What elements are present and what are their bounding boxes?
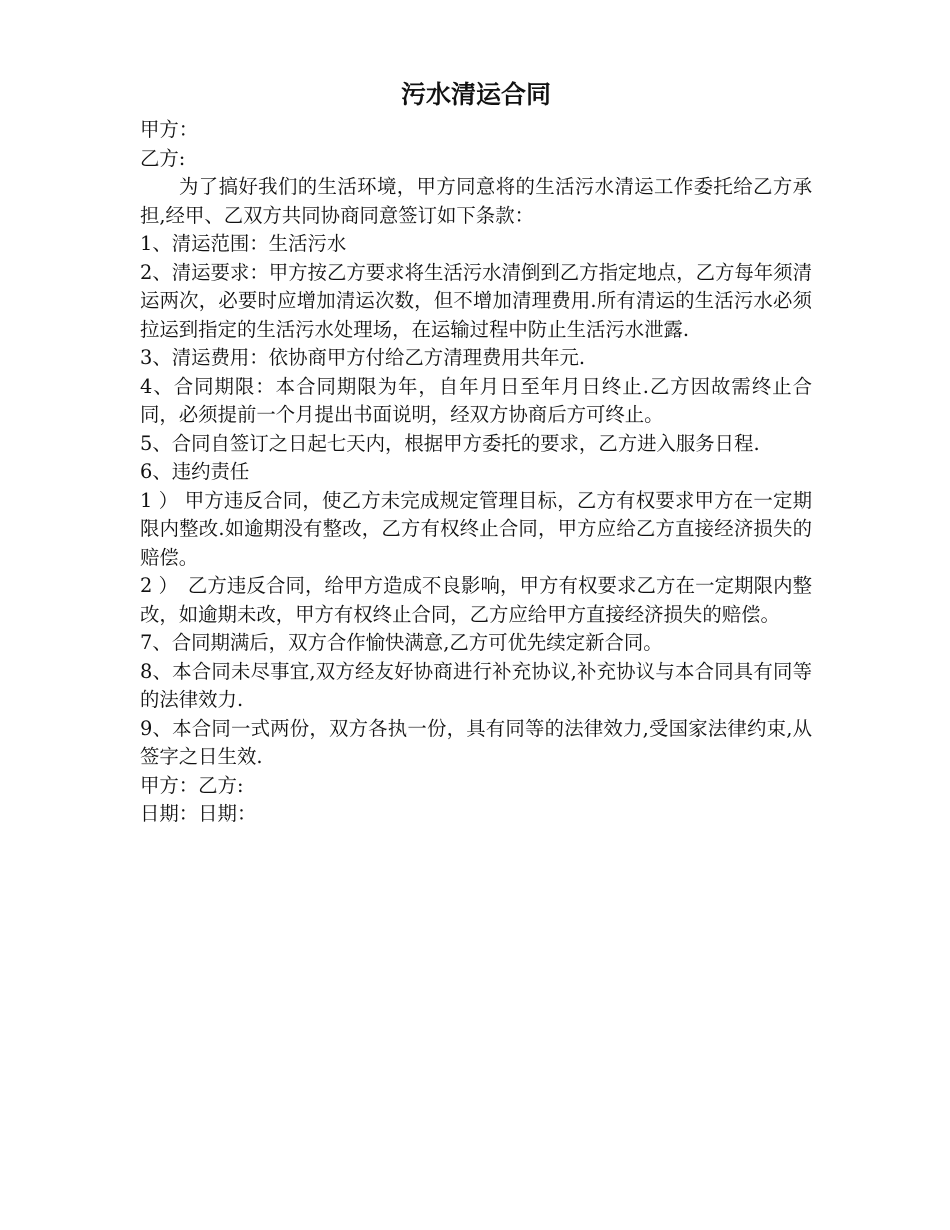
clause-service-start: 5、合同自签订之日起七天内，根据甲方委托的要求，乙方进入服务日程. <box>140 431 760 455</box>
clause-copies: 9、本合同一式两份，双方各执一份，具有同等的法律效力,受国家法律约束,从签字之日生效. <box>140 716 812 768</box>
date-line: 日期：日期： <box>140 802 257 825</box>
clause-requirements: 2、清运要求：甲方按乙方要求将生活污水清倒到乙方指定地点，乙方每年须清运两次，必要时应增加清运次数，但不增加清理费用.所有清运的生活污水必须拉运到指定的生活污水处理场，在运输过程中防止生活污水泄露. <box>140 260 812 341</box>
clause-renewal: 7、合同期满后，双方合作愉快满意,乙方可优先续定新合同。 <box>140 631 663 654</box>
clause-liability-party-a: 1 ） 甲方违反合同，使乙方未完成规定管理目标，乙方有权要求甲方在一定期限内整改.如逾期没有整改，乙方有权终止合同，甲方应给乙方直接经济损失的赔偿。 <box>140 488 812 569</box>
clause-liability-party-b: 2 ） 乙方违反合同，给甲方造成不良影响，甲方有权要求乙方在一定期限内整改，如逾期未改，甲方有权终止合同，乙方应给甲方直接经济损失的赔偿。 <box>140 574 812 626</box>
clause-term: 4、合同期限：本合同期限为年，自年月日至年月日终止.乙方因故需终止合同，必须提前一个月提出书面说明，经双方协商后方可终止。 <box>140 374 812 426</box>
party-b-line: 乙方: <box>140 146 186 170</box>
clause-scope: 1、清运范围：生活污水 <box>140 232 347 255</box>
party-a-line: 甲方： <box>140 118 199 141</box>
clause-fees: 3、清运费用：依协商甲方付给乙方清理费用共年元. <box>140 346 586 369</box>
clause-liability-heading: 6、违约责任 <box>140 460 250 483</box>
document-title: 污水清运合同 <box>400 80 551 109</box>
contract-page <box>140 78 812 829</box>
intro-paragraph: 为了搞好我们的生活环境，甲方同意将的生活污水清运工作委托给乙方承担,经甲、乙双方共同协商同意签订如下条款： <box>140 175 812 227</box>
signature-line: 甲方：乙方: <box>140 773 244 797</box>
clause-supplement: 8、本合同未尽事宜,双方经友好协商进行补充协议,补充协议与本合同具有同等的法律效力. <box>140 659 812 711</box>
